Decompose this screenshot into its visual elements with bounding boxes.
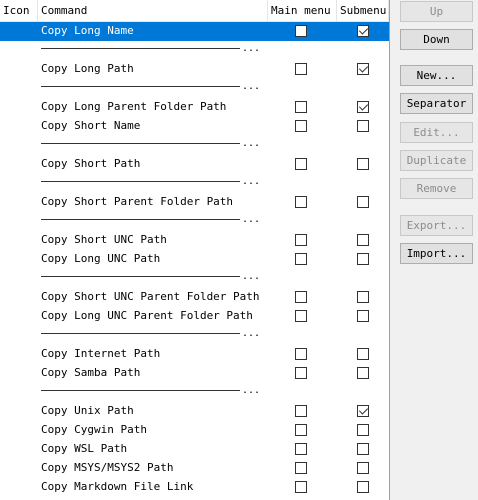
separator-ellipsis: ...	[242, 81, 261, 92]
separator-ellipsis: ...	[242, 138, 261, 149]
separator-line	[41, 86, 240, 87]
command-label: Copy WSL Path	[41, 442, 128, 455]
submenu-checkbox[interactable]	[357, 158, 369, 170]
separator-row[interactable]	[0, 136, 389, 155]
down-button[interactable]: Down	[400, 29, 473, 50]
submenu-checkbox[interactable]	[357, 291, 369, 303]
separator-row[interactable]	[0, 326, 389, 345]
main-menu-checkbox[interactable]	[295, 25, 307, 37]
command-label: Copy Long Path	[41, 62, 134, 75]
submenu-checkbox[interactable]	[357, 462, 369, 474]
submenu-checkbox[interactable]	[357, 348, 369, 360]
main-menu-checkbox[interactable]	[295, 63, 307, 75]
main-menu-checkbox[interactable]	[295, 101, 307, 113]
command-label: Copy Short UNC Path	[41, 233, 167, 246]
submenu-checkbox[interactable]	[357, 424, 369, 436]
separator-row[interactable]	[0, 79, 389, 98]
separator-ellipsis: ...	[242, 271, 261, 282]
command-row[interactable]	[0, 250, 389, 269]
import-button[interactable]: Import...	[400, 243, 473, 264]
main-menu-checkbox[interactable]	[295, 291, 307, 303]
command-row[interactable]	[0, 60, 389, 79]
separator-ellipsis: ...	[242, 328, 261, 339]
separator-ellipsis: ...	[242, 385, 261, 396]
command-label: Copy Short Parent Folder Path	[41, 195, 234, 208]
submenu-checkbox[interactable]	[357, 405, 369, 417]
submenu-checkbox[interactable]	[357, 25, 369, 37]
submenu-checkbox[interactable]	[357, 196, 369, 208]
main-menu-checkbox[interactable]	[295, 462, 307, 474]
duplicate-button[interactable]: Duplicate	[400, 150, 473, 171]
separator-line	[41, 48, 240, 49]
separator-row[interactable]	[0, 41, 389, 60]
submenu-checkbox[interactable]	[357, 101, 369, 113]
separator-row[interactable]	[0, 212, 389, 231]
command-label: Copy Short Name	[41, 119, 141, 132]
command-label: Copy Long UNC Path	[41, 252, 161, 265]
command-row[interactable]	[0, 421, 389, 440]
command-label: Copy Long Parent Folder Path	[41, 100, 227, 113]
command-row[interactable]	[0, 231, 389, 250]
new-button[interactable]: New...	[400, 65, 473, 86]
separator-line	[41, 390, 240, 391]
command-label: Copy Markdown File Link	[41, 480, 194, 493]
command-label: Copy Short Path	[41, 157, 141, 170]
separator-line	[41, 181, 240, 182]
submenu-checkbox[interactable]	[357, 481, 369, 493]
main-menu-checkbox[interactable]	[295, 367, 307, 379]
submenu-checkbox[interactable]	[357, 443, 369, 455]
main-menu-checkbox[interactable]	[295, 253, 307, 265]
separator-row[interactable]	[0, 174, 389, 193]
main-menu-checkbox[interactable]	[295, 443, 307, 455]
main-menu-checkbox[interactable]	[295, 196, 307, 208]
command-row[interactable]	[0, 98, 389, 117]
command-row[interactable]	[0, 478, 389, 497]
separator-button[interactable]: Separator	[400, 93, 473, 114]
command-row[interactable]	[0, 307, 389, 326]
column-header-main-menu[interactable]: Main menu	[268, 0, 337, 21]
command-row[interactable]	[0, 402, 389, 421]
up-button[interactable]: Up	[400, 1, 473, 22]
main-menu-checkbox[interactable]	[295, 234, 307, 246]
command-row[interactable]	[0, 459, 389, 478]
command-label: Copy Samba Path	[41, 366, 141, 379]
export-button[interactable]: Export...	[400, 215, 473, 236]
separator-row[interactable]	[0, 383, 389, 402]
list-header	[0, 0, 389, 22]
edit-button[interactable]: Edit...	[400, 122, 473, 143]
main-menu-checkbox[interactable]	[295, 424, 307, 436]
command-label: Copy MSYS/MSYS2 Path	[41, 461, 174, 474]
separator-row[interactable]	[0, 269, 389, 288]
separator-ellipsis: ...	[242, 176, 261, 187]
command-row[interactable]	[0, 345, 389, 364]
separator-ellipsis: ...	[242, 214, 261, 225]
main-menu-checkbox[interactable]	[295, 348, 307, 360]
column-header-icon[interactable]: Icon	[0, 0, 38, 21]
separator-line	[41, 333, 240, 334]
submenu-checkbox[interactable]	[357, 234, 369, 246]
command-label: Copy Internet Path	[41, 347, 161, 360]
main-menu-checkbox[interactable]	[295, 405, 307, 417]
separator-line	[41, 219, 240, 220]
remove-button[interactable]: Remove	[400, 178, 473, 199]
main-menu-checkbox[interactable]	[295, 158, 307, 170]
command-label: Copy Long Name	[41, 24, 134, 37]
command-label: Copy Long UNC Parent Folder Path	[41, 309, 253, 322]
main-menu-checkbox[interactable]	[295, 310, 307, 322]
main-menu-checkbox[interactable]	[295, 120, 307, 132]
column-header-command[interactable]: Command	[38, 0, 268, 21]
separator-line	[41, 143, 240, 144]
command-row[interactable]	[0, 440, 389, 459]
command-label: Copy Short UNC Parent Folder Path	[41, 290, 260, 303]
submenu-checkbox[interactable]	[357, 120, 369, 132]
command-row[interactable]	[0, 117, 389, 136]
submenu-checkbox[interactable]	[357, 310, 369, 322]
main-menu-checkbox[interactable]	[295, 481, 307, 493]
command-row[interactable]	[0, 155, 389, 174]
command-row[interactable]	[0, 288, 389, 307]
command-label: Copy Unix Path	[41, 404, 134, 417]
separator-ellipsis: ...	[242, 43, 261, 54]
command-row[interactable]	[0, 193, 389, 212]
command-row[interactable]	[0, 364, 389, 383]
submenu-checkbox[interactable]	[357, 367, 369, 379]
submenu-checkbox[interactable]	[357, 253, 369, 265]
submenu-checkbox[interactable]	[357, 63, 369, 75]
command-label: Copy Cygwin Path	[41, 423, 147, 436]
separator-line	[41, 276, 240, 277]
column-header-submenu[interactable]: Submenu	[337, 0, 389, 21]
command-row[interactable]	[0, 22, 389, 41]
